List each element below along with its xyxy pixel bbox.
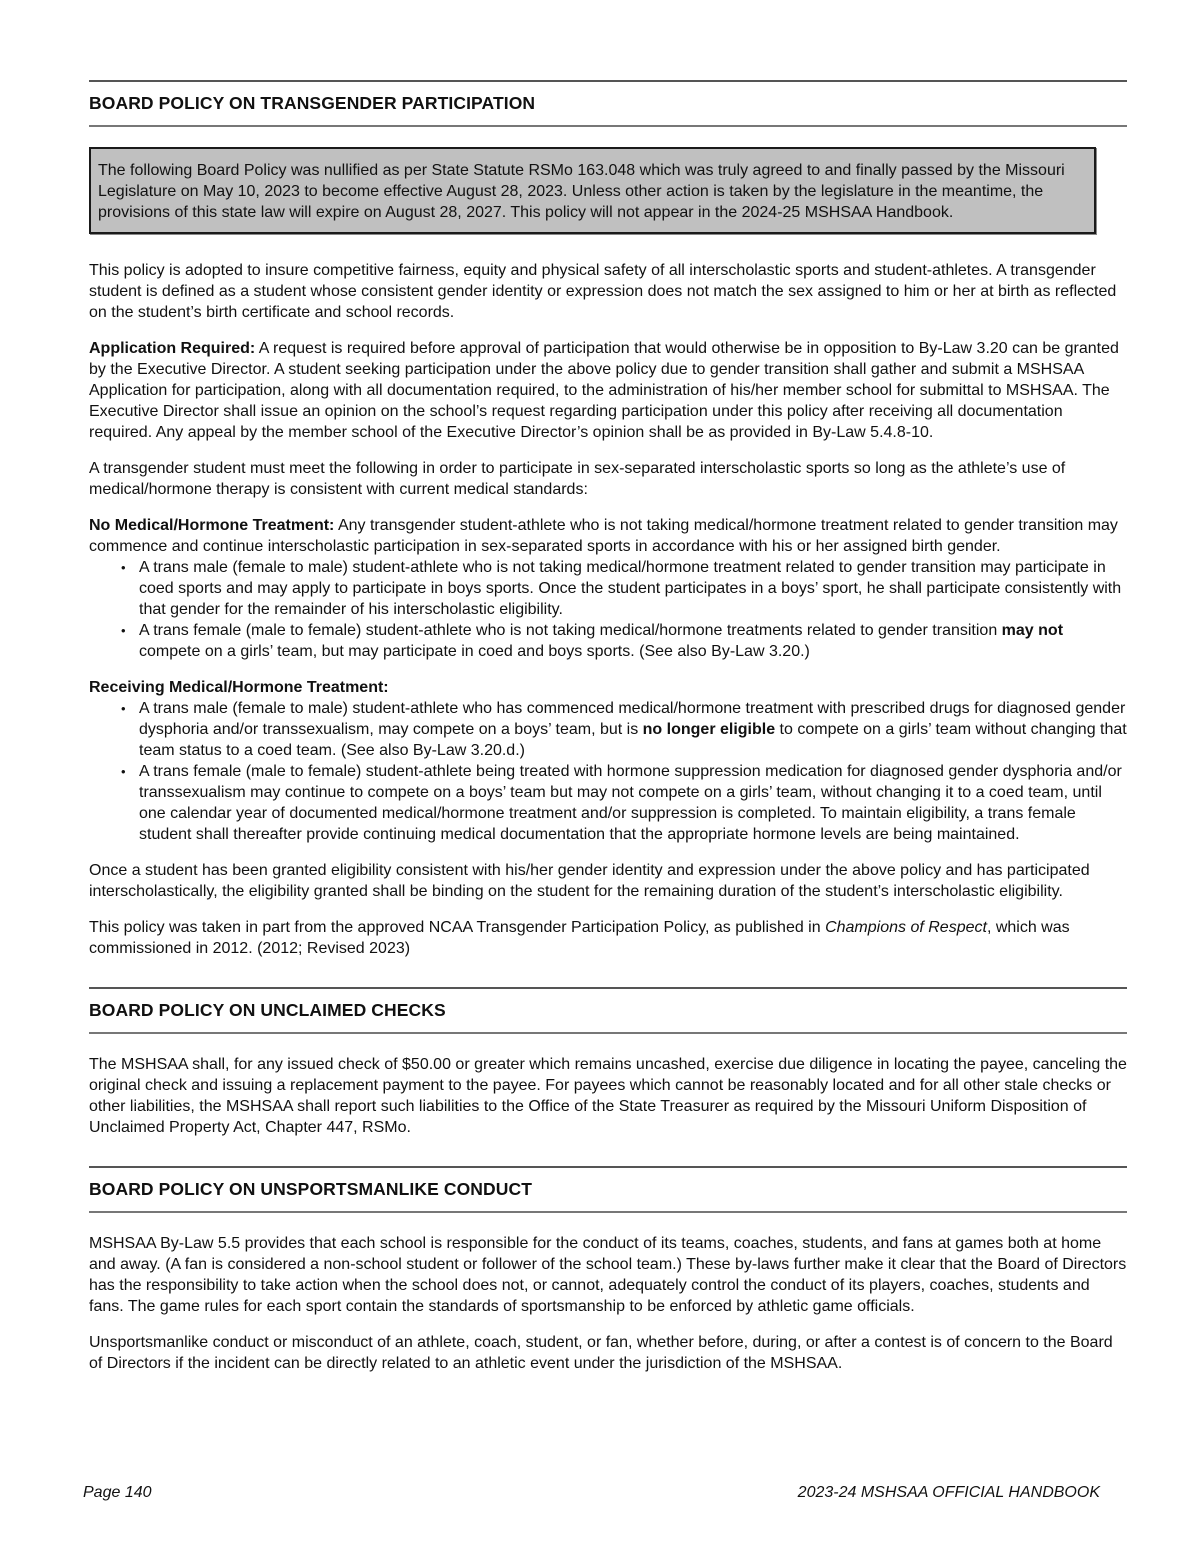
no-treatment-list <box>89 557 1127 662</box>
application-required-label: Application Required: <box>89 340 256 357</box>
publication-name: 2023-24 MSHSAA OFFICIAL HANDBOOK <box>797 1484 1100 1501</box>
application-required-text: A request is required before approval of participation that would otherwise be in opposition to By-Law 3.20 can be granted by the Executive Director. A student seeking participation under the above policy due to gender transition shall gather and submit a MSHSAA Application for participation, along with all documentation required, to the administration of his/her member school for submittal to MSHSAA. The Executive Director shall issue an opinion on the school’s request regarding participation under this policy after receiving all documentation required. Any appeal by the member school of the Executive Director’s opinion shall be as provided in By-Law 5.4.8-10. <box>89 340 1119 441</box>
binding-eligibility-paragraph: Once a student has been granted eligibility consistent with his/her gender identity and expression under the above policy and has participated interscholastically, the eligibility granted shall be binding on the student for the remaining duration of the student’s interscholastic eligibility. <box>89 862 1090 900</box>
section-header-unsportsmanlike-conduct <box>89 1166 1127 1213</box>
receiving-treatment-label: Receiving Medical/Hormone Treatment: <box>89 679 389 696</box>
section-header-transgender <box>89 80 1127 127</box>
emphasis-no-longer-eligible: no longer eligible <box>642 721 776 738</box>
list-item-text: A trans female (male to female) student-athlete who is not taking medical/hormone treatments related to gender transition <box>139 622 1002 639</box>
emphasis-may-not: may not <box>1001 622 1064 639</box>
section-title: BOARD POLICY ON UNSPORTSMANLIKE CONDUCT <box>89 1179 533 1199</box>
nullification-notice-box <box>89 147 1096 234</box>
list-item <box>139 620 1127 662</box>
unclaimed-checks-body: The MSHSAA shall, for any issued check of $50.00 or greater which remains uncashed, exercise due diligence in locating the payee, canceling the original check and issuing a replacement payment to the payee. For payees which cannot be reasonably located and for all other stale checks or other liabilities, the MSHSAA shall report such liabilities to the Office of the State Treasurer as required by the Missouri Uniform Disposition of Unclaimed Property Act, Chapter 447, RSMo. <box>89 1056 1127 1136</box>
handbook-page <box>89 80 1127 1389</box>
unsportsmanlike-body-2: Unsportsmanlike conduct or misconduct of an athlete, coach, student, or fan, whether before, during, or after a contest is of concern to the Board of Directors if the incident can be directly related to an athletic event under the jurisdiction of the MSHSAA. <box>89 1334 1113 1372</box>
receiving-treatment-paragraph <box>89 677 1127 698</box>
page-number: Page 140 <box>83 1484 152 1501</box>
section-header-unclaimed-checks <box>89 987 1127 1034</box>
source-text: This policy was taken in part from the approved NCAA Transgender Participation Policy, as published in <box>89 919 826 936</box>
no-treatment-text: Any transgender student-athlete who is not taking medical/hormone treatment related to gender transition may commence and continue interscholastic participation in sex-separated sports in accordance with his or her assigned birth gender. <box>89 517 1118 555</box>
list-item <box>139 698 1127 761</box>
policy-intro: This policy is adopted to insure competitive fairness, equity and physical safety of all interscholastic sports and student-athletes. A transgender student is defined as a student whose consistent gender identity or expression does not match the sex assigned to him or her at birth as reflected on the student’s birth certificate and school records. <box>89 262 1117 321</box>
list-item-text: compete on a girls’ team, but may participate in coed and boys sports. (See also By-Law 3.20.) <box>139 643 810 660</box>
unsportsmanlike-body-1: MSHSAA By-Law 5.5 provides that each school is responsible for the conduct of its teams, coaches, students, and fans at games both at home and away. (A fan is considered a non-school student or follower of the school team.) These by-laws further make it clear that the Board of Directors has the responsibility to take action when the school does not, or cannot, adequately control the conduct of its players, coaches, students and fans. The game rules for each sport contain the standards of sportsmanship to be enforced by athletic game officials. <box>89 1235 1127 1315</box>
page-footer <box>83 1484 1100 1502</box>
publication-title: Champions of Respect <box>825 919 987 936</box>
no-treatment-label: No Medical/Hormone Treatment: <box>89 517 335 534</box>
section-title: BOARD POLICY ON UNCLAIMED CHECKS <box>89 1000 446 1020</box>
list-item: • A trans female (male to female) student-athlete being treated with hormone suppression medication for diagnosed gender dysphoria and/or transsexualism may continue to compete on a boys’ team but may not compete on a girls’ team, without changing it to a coed team, until one calendar year of documented medical/hormone treatment and/or suppression is completed. To maintain eligibility, a trans female student shall thereafter provide continuing medical documentation that the appropriate hormone levels are being maintained. <box>139 761 1127 845</box>
requirements-paragraph: A transgender student must meet the following in order to participate in sex-separated interscholastic sports so long as the athlete’s use of medical/hormone therapy is consistent with current medical standards: <box>89 460 1066 498</box>
list-item-text: A trans male (female to male) student-athlete who has commenced medical/hormone treatment with prescribed drugs for diagnosed gender dysphoria and/or transsexualism, may compete on a boys’ team, but is <box>139 700 1126 738</box>
list-item-text: to compete on a girls’ team without changing that team status to a coed team. (See also By-Law 3.20.d.) <box>139 721 1127 759</box>
source-text: , which was commissioned in 2012. (2012; Revised 2023) <box>89 919 1070 957</box>
receiving-treatment-list <box>89 698 1127 845</box>
list-item: • A trans male (female to male) student-athlete who is not taking medical/hormone treatment related to gender transition may participate in coed sports and may apply to participate in boys sports. Once the student participates in a boys’ sport, he shall participate consistently with that gender for the remainder of his interscholastic eligibility. <box>139 557 1127 620</box>
application-required-paragraph <box>89 338 1127 443</box>
section-title: BOARD POLICY ON TRANSGENDER PARTICIPATION <box>89 93 536 113</box>
no-treatment-paragraph <box>89 515 1127 557</box>
notice-text: The following Board Policy was nullified as per State Statute RSMo 163.048 which was truly agreed to and finally passed by the Missouri Legislature on May 10, 2023 to become effective August 28, 2023. Unless other action is taken by the legislature in the meantime, the provisions of this state law will expire on August 28, 2027. This policy will not appear in the 2024-25 MSHSAA Handbook. <box>98 162 1065 221</box>
policy-source-paragraph <box>89 917 1127 959</box>
